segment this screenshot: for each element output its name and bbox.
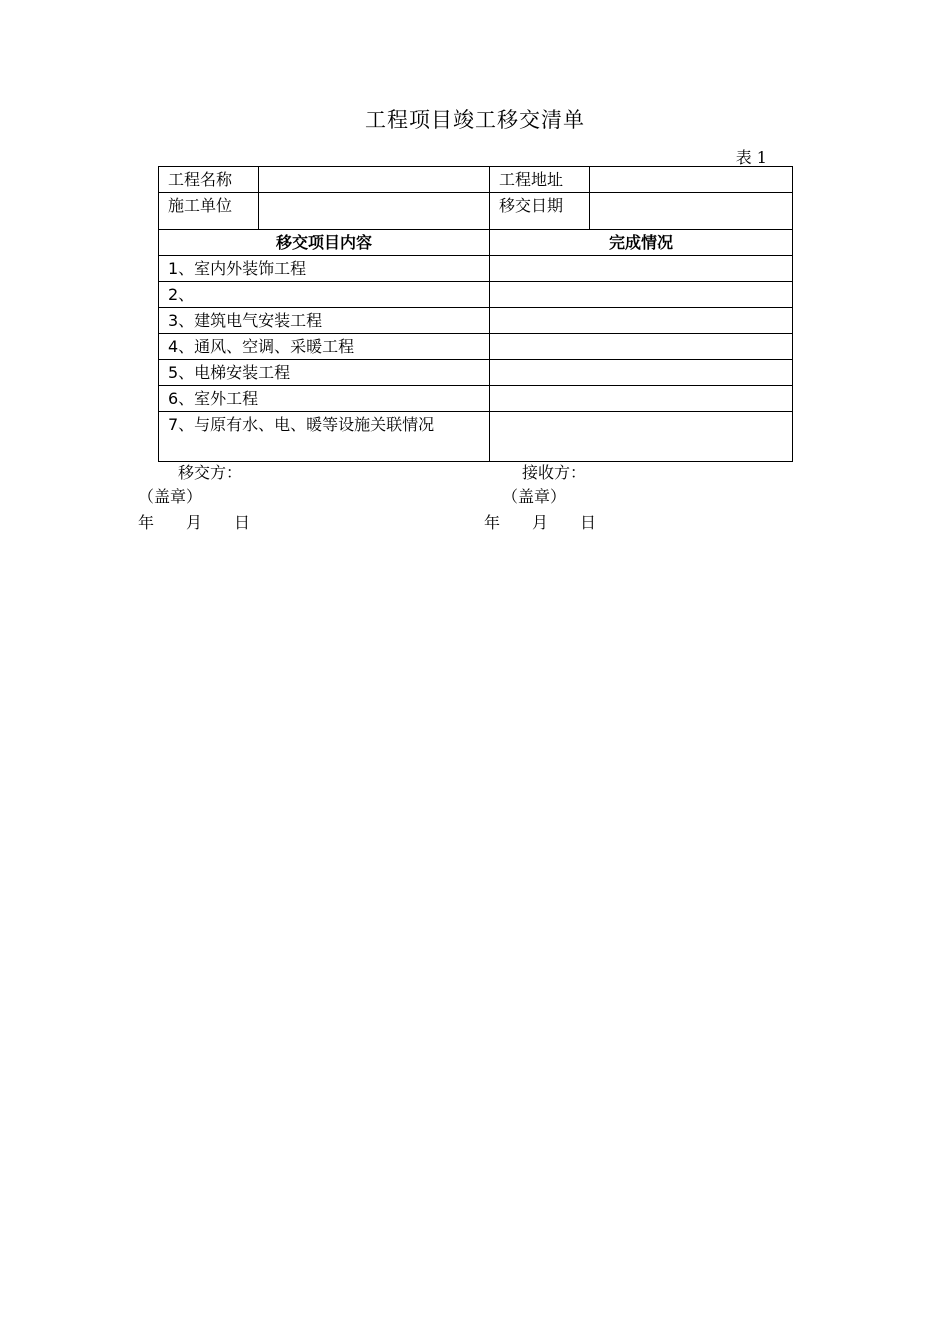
item-content: 1、室内外装饰工程 — [159, 256, 490, 282]
table-number: 表 1 — [735, 148, 767, 167]
status-header: 完成情况 — [490, 230, 793, 256]
project-address-label: 工程地址 — [490, 167, 590, 193]
item-status[interactable] — [490, 308, 793, 334]
handover-date-label: 移交日期 — [490, 193, 590, 230]
table-row — [159, 334, 793, 360]
document-title: 工程项目竣工移交清单 — [365, 108, 585, 132]
receiver-sign-block — [484, 461, 596, 535]
item-status[interactable] — [490, 334, 793, 360]
receiver-year: 年 — [484, 513, 501, 532]
handover-day: 日 — [234, 513, 251, 532]
item-content: 7、与原有水、电、暖等设施关联情况 — [159, 412, 490, 462]
handover-date-value[interactable] — [590, 193, 793, 230]
receiver-month: 月 — [532, 513, 549, 532]
content-header: 移交项目内容 — [159, 230, 490, 256]
table-row — [159, 360, 793, 386]
receiver-day: 日 — [580, 513, 597, 532]
handover-table — [158, 166, 793, 462]
handover-sign-block — [138, 461, 250, 535]
table-row — [159, 282, 793, 308]
item-content: 4、通风、空调、采暖工程 — [159, 334, 490, 360]
contractor-label: 施工单位 — [159, 193, 259, 230]
table-row — [159, 308, 793, 334]
receiver-party-label: 接收方： — [522, 463, 587, 482]
project-name-value[interactable] — [259, 167, 490, 193]
info-row-1 — [159, 167, 793, 193]
handover-party-label: 移交方： — [178, 463, 243, 482]
item-status[interactable] — [490, 360, 793, 386]
handover-date — [138, 511, 250, 535]
item-status[interactable] — [490, 412, 793, 462]
project-address-value[interactable] — [590, 167, 793, 193]
handover-month: 月 — [186, 513, 203, 532]
info-row-2 — [159, 193, 793, 230]
item-status[interactable] — [490, 282, 793, 308]
receiver-date — [484, 511, 596, 535]
table-row — [159, 386, 793, 412]
item-status[interactable] — [490, 386, 793, 412]
header-row — [159, 230, 793, 256]
table-row — [159, 256, 793, 282]
project-name-label: 工程名称 — [159, 167, 259, 193]
item-content: 5、电梯安装工程 — [159, 360, 490, 386]
item-content: 6、室外工程 — [159, 386, 490, 412]
handover-year: 年 — [138, 513, 155, 532]
contractor-value[interactable] — [259, 193, 490, 230]
table-row — [159, 412, 793, 462]
item-status[interactable] — [490, 256, 793, 282]
receiver-seal: （盖章） — [502, 487, 567, 506]
item-content: 2、 — [159, 282, 490, 308]
handover-seal: （盖章） — [138, 487, 203, 506]
item-content: 3、建筑电气安装工程 — [159, 308, 490, 334]
